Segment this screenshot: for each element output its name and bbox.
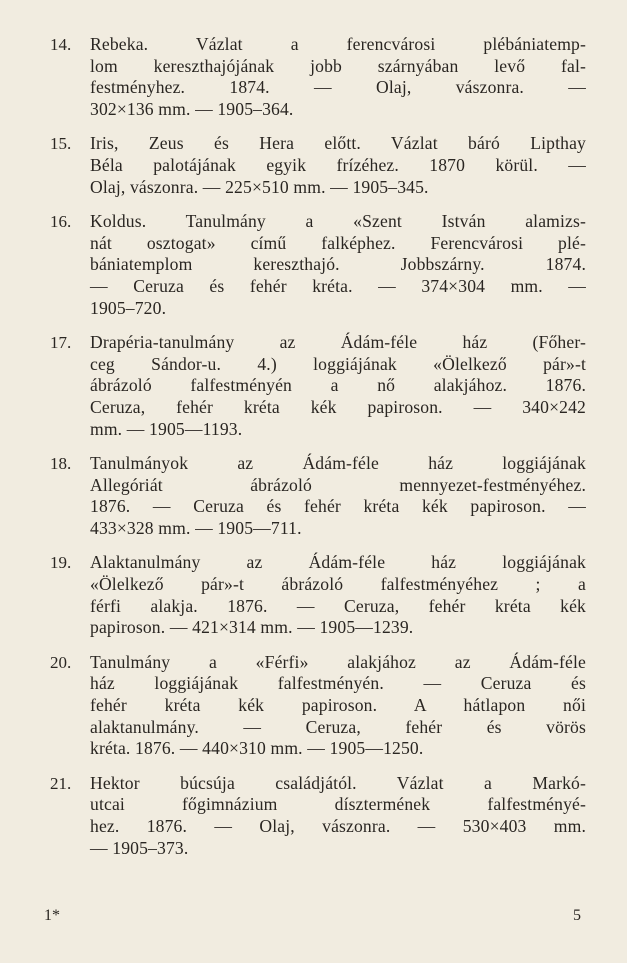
- entry-line: Alaktanulmány az Ádám-féle ház loggiájának: [90, 552, 586, 573]
- signature-mark: 1*: [44, 907, 60, 924]
- entry-line: 1905–720.: [90, 297, 167, 318]
- entry-line: Rebeka. Vázlat a ferencvárosi plébániatemp-: [90, 34, 586, 54]
- entry-line: Drapéria-tanulmány az Ádám-féle ház (Főher-: [90, 332, 586, 353]
- catalog-entry: [50, 211, 586, 319]
- entry-line: ház loggiájának falfestményén. — Ceruza és: [90, 673, 586, 694]
- catalog-entry: [50, 133, 586, 198]
- catalog-entry: [50, 332, 586, 440]
- catalog-entry: [50, 773, 586, 859]
- entry-line: Hektor búcsúja családjától. Vázlat a Markó-: [90, 772, 586, 793]
- entry-number: 18.: [50, 454, 72, 474]
- entry-text: [90, 211, 586, 319]
- entry-line: bániatemplom kereszthajó. Jobbszárny. 1874.: [90, 254, 586, 275]
- entry-line: Ceruza, fehér kréta kék papiroson. — 340×242: [90, 396, 586, 417]
- entry-number: 20.: [50, 652, 72, 672]
- entry-number: 14.: [50, 35, 72, 54]
- catalog-entry: [50, 34, 586, 120]
- entry-line: férfi alakja. 1876. — Ceruza, fehér kréta kék: [90, 595, 586, 616]
- catalog-entry: [50, 652, 586, 760]
- entry-text: [90, 332, 586, 440]
- entry-line: 433×328 mm. — 1905—711.: [90, 517, 302, 538]
- page-number: 5: [573, 907, 581, 924]
- entry-line: Allegóriát ábrázoló mennyezet-festményéhez.: [90, 474, 586, 495]
- entry-text: [90, 652, 586, 760]
- entry-line: Koldus. Tanulmány a «Szent István alamizs-: [90, 211, 586, 232]
- catalog-entry: [50, 552, 586, 638]
- entry-number: 19.: [50, 553, 72, 573]
- entry-line: festményhez. 1874. — Olaj, vászonra. —: [90, 77, 586, 98]
- entry-line: fehér kréta kék papiroson. A hátlapon női: [90, 695, 586, 716]
- entry-line: 1876. — Ceruza és fehér kréta kék papiroson. —: [90, 496, 586, 517]
- entry-line: lom kereszthajójának jobb szárnyában levő fal-: [90, 55, 586, 76]
- entry-line: ábrázoló falfestményén a nő alakjához. 1876.: [90, 375, 586, 396]
- entry-line: kréta. 1876. — 440×310 mm. — 1905—1250.: [90, 738, 424, 759]
- entry-number: 17.: [50, 333, 72, 353]
- entry-line: Tanulmányok az Ádám-féle ház loggiájának: [90, 453, 586, 474]
- entry-line: mm. — 1905—1193.: [90, 418, 243, 439]
- entry-line: alaktanulmány. — Ceruza, fehér és vörös: [90, 716, 586, 737]
- entry-line: hez. 1876. — Olaj, vászonra. — 530×403 mm.: [90, 816, 586, 836]
- entry-text: [90, 133, 586, 198]
- entry-line: Béla palotájának egyik frízéhez. 1870 körül. —: [90, 154, 586, 175]
- entry-line: «Ölelkező pár»-t ábrázoló falfestményéhez ; a: [90, 574, 586, 595]
- entry-number: 15.: [50, 134, 72, 154]
- catalog-entry: [50, 453, 586, 539]
- entry-line: 302×136 mm. — 1905–364.: [90, 98, 294, 119]
- entry-text: [90, 773, 586, 859]
- entry-line: ceg Sándor-u. 4.) loggiájának «Ölelkező pár»-t: [90, 353, 586, 374]
- entry-text: [90, 552, 586, 638]
- entry-line: Olaj, vászonra. — 225×510 mm. — 1905–345.: [90, 176, 429, 197]
- entry-text: [90, 34, 586, 120]
- entry-line: utcai főgimnázium dísztermének falfestményé-: [90, 794, 586, 815]
- entry-line: Iris, Zeus és Hera előtt. Vázlat báró Lipthay: [90, 133, 586, 154]
- entry-number: 16.: [50, 212, 72, 232]
- entry-line: papiroson. — 421×314 mm. — 1905—1239.: [90, 617, 414, 638]
- entry-text: [90, 453, 586, 539]
- entry-line: — Ceruza és fehér kréta. — 374×304 mm. —: [90, 275, 586, 296]
- entry-line: Tanulmány a «Férfi» alakjához az Ádám-féle: [90, 651, 586, 672]
- entry-line: nát osztogat» című falképhez. Ferencvárosi plé-: [90, 232, 586, 253]
- entry-number: 21.: [50, 773, 72, 793]
- entry-line: — 1905–373.: [90, 837, 189, 858]
- catalog-entries: [50, 34, 586, 872]
